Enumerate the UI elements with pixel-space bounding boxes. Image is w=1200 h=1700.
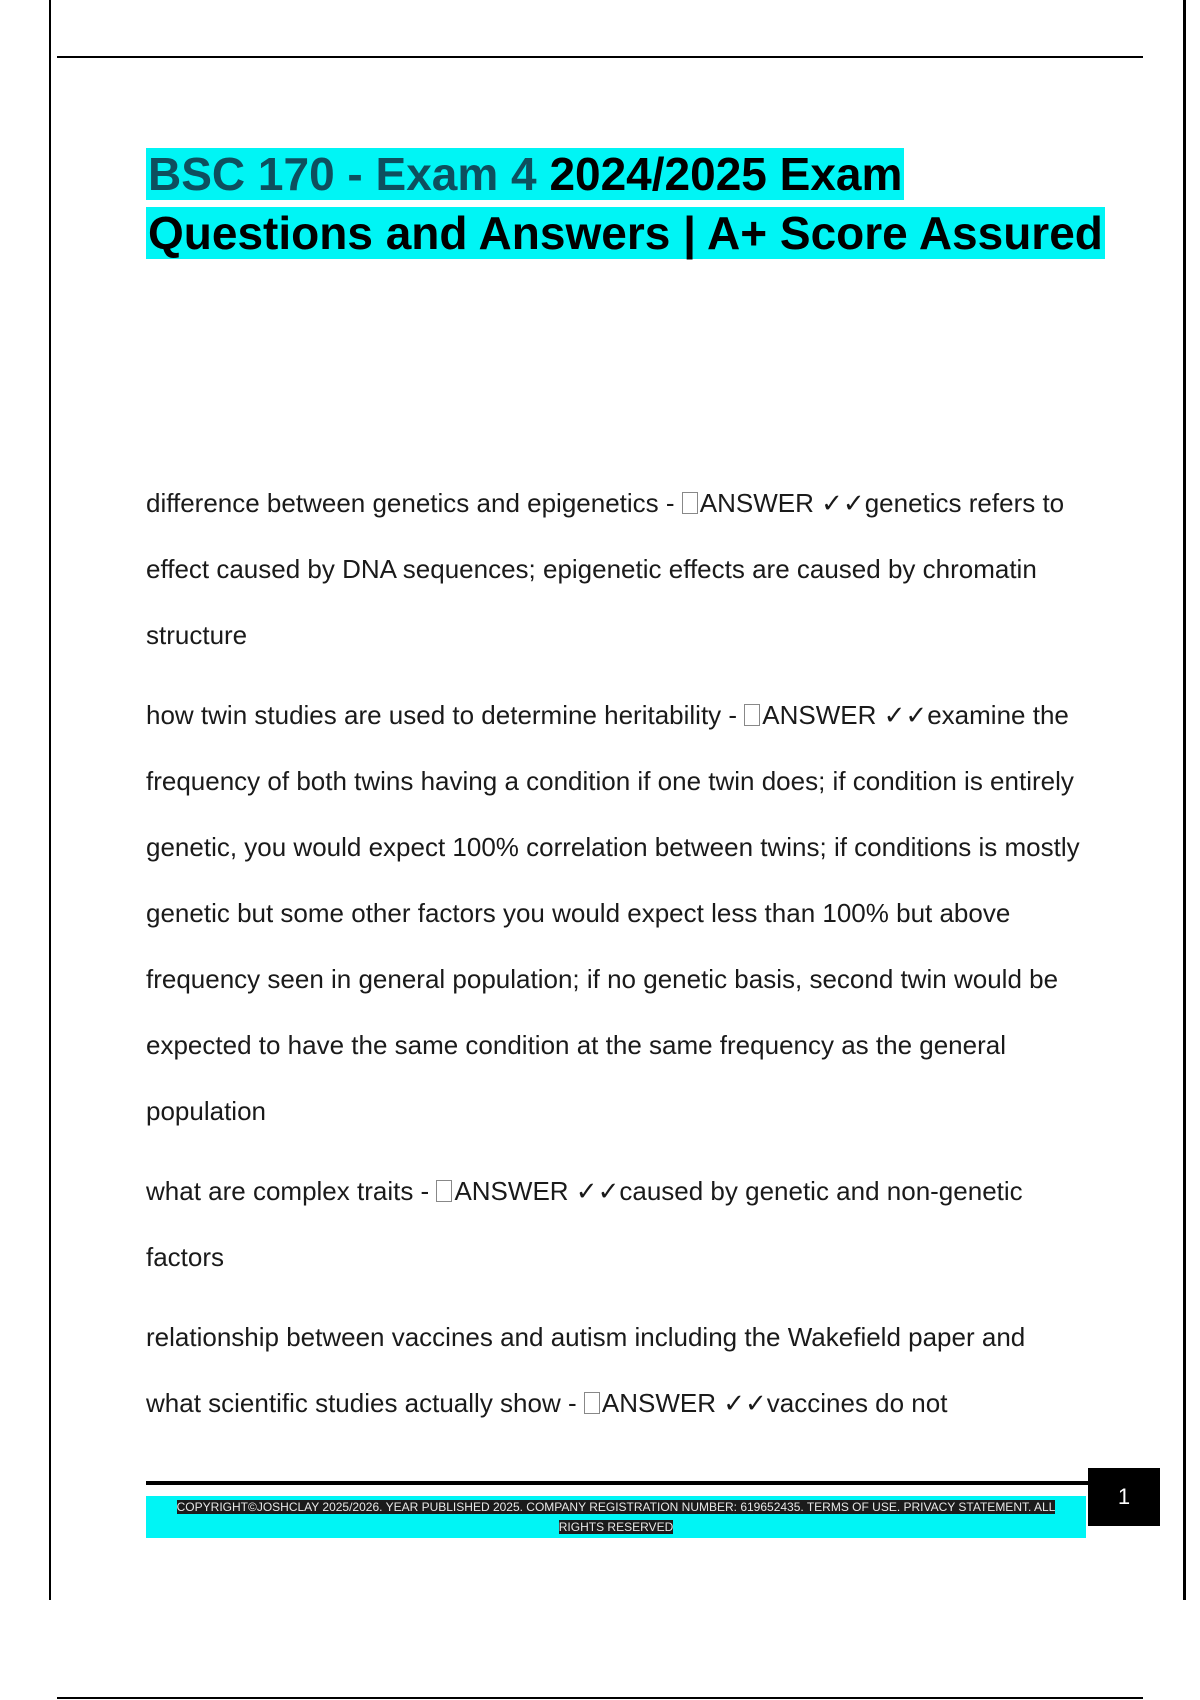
page-border-right: [1183, 0, 1186, 1600]
page-number: 1: [1117, 1484, 1131, 1509]
qa-item: [146, 1304, 1086, 1436]
qa-question: how twin studies are used to determine heritability: [146, 700, 722, 730]
answer-marker: ANSWER ✓✓: [762, 700, 928, 730]
footer-copyright-band: [146, 1496, 1086, 1538]
missing-glyph-icon: [744, 704, 760, 726]
qa-item: [146, 470, 1086, 668]
page-border-left: [49, 0, 51, 1600]
page-number-badge: [1088, 1468, 1160, 1526]
qa-content: [146, 470, 1086, 1450]
header-rule: [57, 56, 1143, 58]
qa-answer: examine the frequency of both twins having a condition if one twin does; if condition is entirely genetic, you would expect 100% correlation between twins; if conditions is mostly genetic but some other factors you would expect less than 100% but above frequency seen in general population; if no genetic basis, second twin would be expected to have the same condition at the same frequency as the general population: [146, 700, 1080, 1126]
missing-glyph-icon: [436, 1180, 452, 1202]
qa-item: [146, 682, 1086, 1144]
qa-question: relationship between vaccines and autism including the Wakefield paper and what scientific studies actually show: [146, 1322, 1026, 1418]
qa-separator: -: [658, 488, 682, 518]
qa-answer: caused by genetic and non-genetic factors: [146, 1176, 1023, 1272]
qa-answer: vaccines do not: [766, 1388, 948, 1418]
footer-rule: [146, 1481, 1092, 1485]
document-title: [146, 145, 1106, 263]
qa-question: what are complex traits: [146, 1176, 414, 1206]
answer-marker: ANSWER ✓✓: [454, 1176, 620, 1206]
footer-copyright: [176, 1497, 1056, 1537]
title-description: 2024/2025 Exam Questions and Answers | A+ Score Assured: [148, 148, 1103, 259]
qa-question: difference between genetics and epigenetics: [146, 488, 659, 518]
qa-separator: -: [413, 1176, 437, 1206]
footer-copyright-text: COPYRIGHT©JOSHCLAY 2025/2026. YEAR PUBLISHED 2025. COMPANY REGISTRATION NUMBER: 619652435. TERMS OF USE. PRIVACY STATEMENT. ALL RIGHTS RESERVED: [176, 1500, 1056, 1534]
qa-item: [146, 1158, 1086, 1290]
next-page-rule: [57, 1697, 1143, 1699]
missing-glyph-icon: [584, 1392, 600, 1414]
answer-marker: ANSWER ✓✓: [601, 1388, 767, 1418]
answer-marker: ANSWER ✓✓: [699, 488, 865, 518]
qa-separator: -: [721, 700, 745, 730]
missing-glyph-icon: [682, 492, 698, 514]
qa-answer: genetics refers to effect caused by DNA sequences; epigenetic effects are caused by chromatin structure: [146, 488, 1065, 650]
qa-separator: -: [560, 1388, 584, 1418]
title-course-code: BSC 170 - Exam 4: [148, 148, 537, 200]
